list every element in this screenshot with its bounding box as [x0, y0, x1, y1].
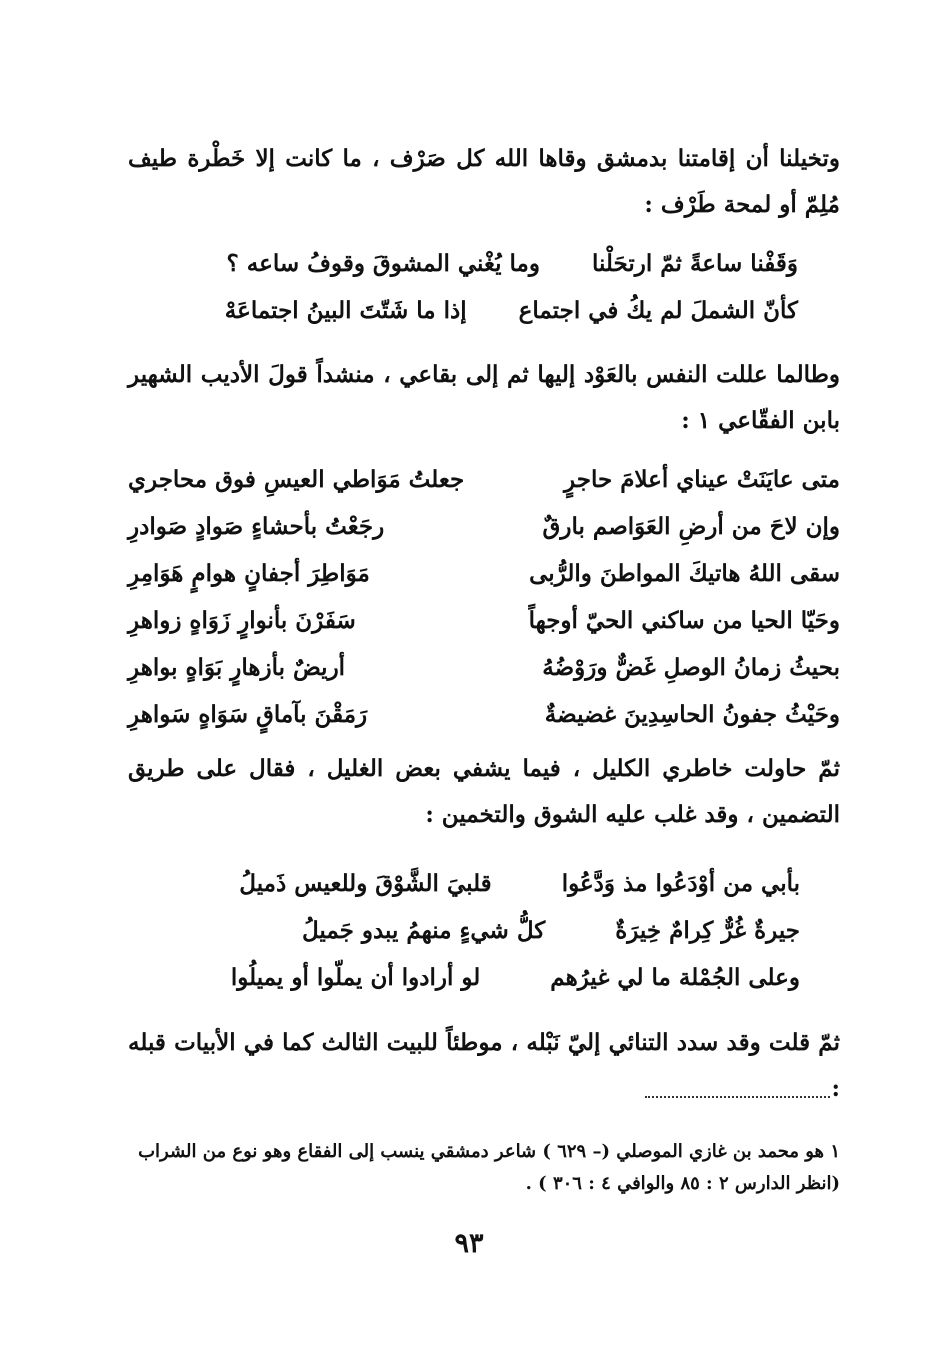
- verse-second-hemistich: لو أرادوا أن يملّوا أو يميلُوا: [230, 964, 481, 991]
- verse-first-hemistich: جيرةٌ غُرٌّ كِرامٌ خِيرَةٌ: [615, 917, 800, 944]
- verse-first-hemistich: كأنّ الشملَ لم يكُ في اجتماع: [518, 297, 798, 324]
- verse-second-hemistich: رجَعْتُ بأحشاءٍ صَوادٍ صَوادرِ: [128, 513, 385, 540]
- verse-line: [168, 287, 798, 334]
- verse-first-hemistich: وحَيّا الحيا من ساكني الحيّ أوجهاً: [528, 607, 840, 634]
- verse-second-hemistich: قلبيَ الشَّوْقَ وللعيس ذَميلُ: [239, 870, 492, 897]
- verse-first-hemistich: متى عايَنَتْ عيناي أعلامَ حاجرٍ: [564, 466, 840, 493]
- verse-first-hemistich: بحيثُ زمانُ الوصلِ غَضٌّ ورَوْضُهُ: [542, 654, 840, 681]
- verse-line: [168, 954, 800, 1001]
- verse-second-hemistich: وما يُغْني المشوقَ وقوفُ ساعه ؟: [226, 250, 540, 277]
- verse-group-1: [168, 240, 798, 334]
- verse-second-hemistich: رَمَقْنَ بآماقٍ سَوَاهٍ سَواهرِ: [128, 701, 368, 728]
- paragraph-longing: وطالما عللت النفس بالعَوْد إليها ثم إلى بقاعي ، منشداً قولَ الأديب الشهير بابن الفقّاعي ١ :: [128, 361, 840, 434]
- footnote-line-1: ١ هو محمد بن غازي الموصلي (– ٦٢٩ ) شاعر دمشقي ينسب إلى الفقاع وهو نوع من الشراب: [138, 1141, 840, 1162]
- footnote-line-2: (انظر الدارس ٢ : ٨٥ والوافي ٤ : ٣٠٦ ) .: [525, 1173, 840, 1194]
- verse-line: [168, 860, 800, 907]
- verse-first-hemistich: سقى اللهُ هاتيكَ المواطنَ والرُّبى: [529, 560, 840, 587]
- footnote: [128, 1136, 840, 1200]
- verse-line: [128, 691, 840, 738]
- verse-first-hemistich: وعلى الجُمْلة ما لي غيرُهم: [550, 964, 800, 991]
- verse-second-hemistich: إذا ما شَتّتَ البينُ اجتماعَهْ: [224, 297, 467, 324]
- verse-first-hemistich: بأبي من أوْدَعُوا مذ وَدَّعُوا: [561, 870, 800, 897]
- paragraph-closing: ثمّ قلت وقد سدد التنائي إليّ نَبْله ، موطئاً للبيت الثالث كما في الأبيات قبله :: [128, 1029, 840, 1102]
- verse-line: [168, 907, 800, 954]
- verse-group-3: [168, 860, 800, 1001]
- verse-second-hemistich: جعلتُ مَوَاطي العيسِ فوق محاجري: [128, 466, 465, 493]
- verse-second-hemistich: مَوَاطِرَ أجفانٍ هوامٍ هَوَامِرِ: [128, 560, 370, 587]
- paragraph-attempt: ثمّ حاولت خاطري الكليل ، فيما يشفي بعض الغليل ، فقال على طريق التضمين ، وقد غلب عليه الشوق والتخمين :: [128, 755, 840, 828]
- verse-first-hemistich: وإن لاحَ من أرضِ العَوَاصم بارقٌ: [542, 513, 840, 540]
- verse-line: [168, 240, 798, 287]
- verse-second-hemistich: سَفَرْنَ بأنوارٍ زَوَاهٍ زواهرِ: [128, 607, 356, 634]
- verse-line: [128, 644, 840, 691]
- footnote-divider: [645, 1096, 830, 1098]
- verse-first-hemistich: وَقَفْنا ساعةً ثمّ ارتحَلْنا: [591, 250, 798, 277]
- page-number: ٩٣: [454, 1228, 484, 1259]
- verse-line: [128, 597, 840, 644]
- verse-line: [128, 456, 840, 503]
- verse-second-hemistich: أريضٌ بأزهارٍ بَوَاهٍ بواهرِ: [128, 654, 346, 681]
- verse-line: [128, 503, 840, 550]
- verse-second-hemistich: كلُّ شيءٍ منهمُ يبدو جَميلُ: [301, 917, 546, 944]
- verse-group-2: [128, 456, 840, 738]
- paragraph-intro: وتخيلنا أن إقامتنا بدمشق وقاها الله كل صَرْف ، ما كانت إلا خَطْرة طيف مُلِمّ أو لمحة طَرْف :: [128, 145, 840, 218]
- verse-first-hemistich: وحَيْثُ جفونُ الحاسِدِينَ غضيضةٌ: [544, 701, 840, 728]
- verse-line: [128, 550, 840, 597]
